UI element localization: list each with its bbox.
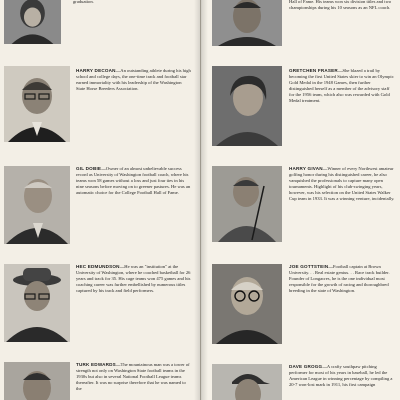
bio-entry: TURK EDWARDS—The mountainous man was a tower of strength not only on Washington State football teams in the 1930s but also in several National Football League teams thereafter. It was no surprise therefore that he was named to the — [76, 362, 190, 392]
woman-portrait-icon — [212, 66, 282, 146]
bio-text: graduation. — [73, 0, 94, 4]
portrait-photo — [4, 362, 70, 400]
bio-text: Football captain at Brown University. . . Real estate genius. . . Race track builder. Founder of Longacres, he is the one individual most responsible for the growth of racing and thoroughbred breeding in the state of Washington. — [289, 264, 390, 294]
portrait-photo — [212, 66, 282, 146]
man-portrait-glasses-icon — [4, 66, 70, 142]
bio-entry: JOE GOTTSTEIN—Football captain at Brown University. . . Real estate genius. . . Race track builder. Founder of Longacres, he is the one individual most responsible for the growth of racing and thoroughbred breeding in the state of Washington. — [289, 264, 390, 294]
person-name: DAVE GROGG — [289, 364, 323, 369]
portrait-photo — [212, 0, 282, 46]
portrait-photo — [4, 0, 61, 44]
portrait-photo — [212, 166, 282, 242]
golfer-portrait-icon — [212, 166, 282, 242]
right-page — [201, 0, 400, 400]
bio-text: Hall of Fame. His teams won six division titles and two championships during his 10 seasons as an NFL coach. — [289, 0, 392, 11]
bio-text: Winner of every Northwest amateur golfing honor during his distinguished career, he also vanquished the professionals to capture many open tournaments. Highlight of his club-swinging years, however, was his selection on the United States Walker Cup team in 1933. It was a winning venture, incidentally. — [289, 166, 395, 202]
bio-text: An outstanding athlete during his high school and college days, the one-time track and football star earned immortality with his leadership of the Washington State Horse Breeders Association. — [76, 68, 191, 92]
man-portrait-hat-icon — [4, 264, 70, 342]
man-portrait-glasses-icon — [212, 264, 282, 344]
bio-text: She blazed a trail by becoming the first United States skier to win an Olympic Gold Medal in the 1948 Games, then further distinguished herself as a member of the advisory staff for the 1956 team, which also was rewarded with Gold Medal treatment. — [289, 68, 394, 104]
bio-text: Owner of an almost unbelievable success record as University of Washington football coach, where his teams won 58 games without a loss and just four ties in his nine seasons before moving on to greener pastures. He was an automatic choice for the College Football Hall of Fame. — [76, 166, 191, 196]
baseball-player-portrait-icon — [212, 364, 282, 400]
bio-entry: GIL DOBIE—Owner of an almost unbelievable success record as University of Washington football coach, where his teams won 58 games without a loss and just four ties in his nine seasons before moving on to greener pastures. He was an automatic choice for the College Football Hall of Fame. — [76, 166, 191, 196]
portrait-photo — [212, 364, 282, 400]
person-name: GIL DOBIE — [76, 166, 102, 171]
bio-entry: HARRY GIVAN—Winner of every Northwest amateur golfing honor during his distinguished career, he also vanquished the professionals to capture many open tournaments. Highlight of his club-swinging years, however, was his selection on the United States Walker Cup team in 1933. It was a winning venture, incidentally. — [289, 166, 395, 202]
portrait-photo — [4, 66, 70, 142]
bio-entry: HARRY DECOAN—An outstanding athlete during his high school and college days, the one-time track and football star earned immortality with his leadership of the Washington State Horse Breeders Association. — [76, 68, 191, 92]
bio-entry: GRETCHEN FRASER—She blazed a trail by becoming the first United States skier to win an Olympic Gold Medal in the 1948 Games, then further distinguished herself as a member of the advisory staff for the 1956 team, which also was rewarded with Gold Medal treatment. — [289, 68, 394, 104]
bio-text: He was an "institution" at the University of Washington, where he coached basketball for 26 years and track for 35. His cage teams won 475 games and his coaching career was further embellished by numerous titles captured by his track and field performers. — [76, 264, 191, 294]
football-player-portrait-icon — [4, 0, 61, 44]
man-portrait-suit-icon — [4, 166, 70, 244]
bio-entry — [289, 0, 395, 11]
bio-entry: DAVE GROGG—A crafty southpaw pitching performer for most of his years in baseball, he led the American League in winning percentage by compiling a 20-7 won-lost mark in 1911, his first campaign — [289, 364, 393, 388]
portrait-photo — [4, 264, 70, 342]
bio-text: A crafty southpaw pitching performer for most of his years in baseball, he led the American League in winning percentage by compiling a 20-7 won-lost mark in 1911, his first campaign — [289, 364, 393, 388]
portrait-photo — [4, 166, 70, 244]
bio-text: The mountainous man was a tower of strength not only on Washington State football teams in the 1930s but also in several National Football League teams thereafter. It was no surprise therefore that he was named to the — [76, 362, 190, 392]
person-name: HEC EDMUNDSON — [76, 264, 120, 269]
football-player-portrait-icon — [4, 362, 70, 400]
person-name: TURK EDWARDS — [76, 362, 116, 367]
portrait-photo — [212, 264, 282, 344]
man-portrait-icon — [212, 0, 282, 46]
person-name: JOE GOTTSTEIN — [289, 264, 329, 269]
person-name: GRETCHEN FRASER — [289, 68, 338, 73]
person-name: HARRY DECOAN — [76, 68, 116, 73]
person-name: HARRY GIVAN — [289, 166, 323, 171]
bio-entry — [73, 0, 191, 5]
bio-entry: HEC EDMUNDSON—He was an "institution" at the University of Washington, where he coached basketball for 26 years and track for 35. His cage teams won 475 games and his coaching career was further embellished by numerous titles captured by his track and field performers. — [76, 264, 191, 294]
